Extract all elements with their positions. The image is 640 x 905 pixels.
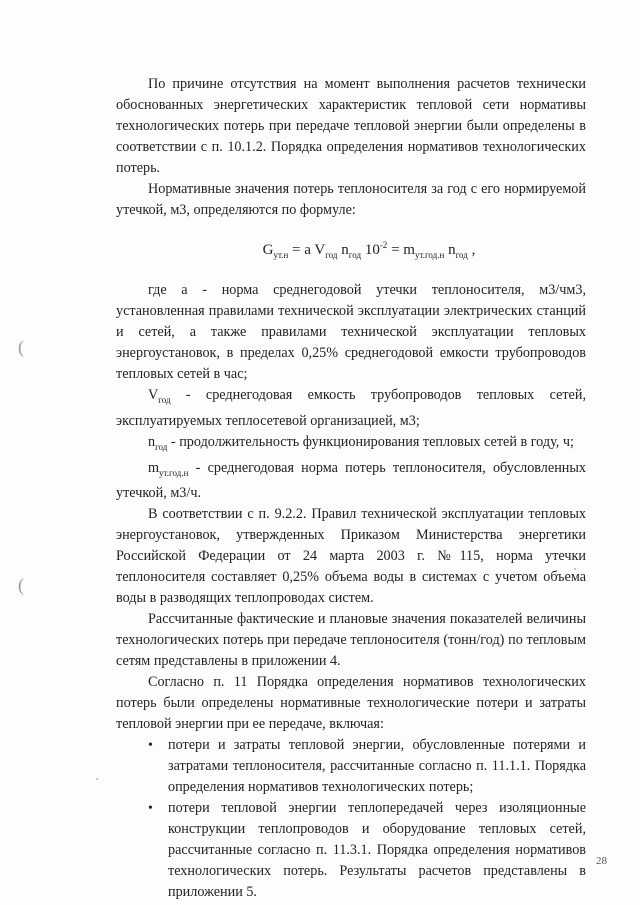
paragraph-norms: Согласно п. 11 Порядка определения нормативов технологических потерь были определены нормативные технологические потери и затраты тепловой энергии при ее передаче, включая:	[116, 674, 586, 733]
losses-list	[116, 735, 586, 903]
scan-speck	[96, 778, 98, 780]
paragraph-formula-intro: Нормативные значения потерь теплоносителя за год с его нормируемой утечкой, м3, определяются по формуле:	[116, 181, 586, 218]
definition-v: $V_{год}$ - среднегодовая емкость трубопроводов тепловых сетей, эксплуатируемых теплосетевой организацией, м3;	[116, 387, 586, 429]
binding-hole-mark: (	[18, 575, 24, 595]
body-text-block	[116, 74, 586, 903]
page-number: 28	[596, 855, 607, 867]
list-item: • потери и затраты тепловой энергии, обусловленные потерями и затратами теплоносителя, рассчитанные согласно п. 11.1.1. Порядка определения нормативов технологических потерь;	[148, 735, 586, 798]
definition-a: где а - норма среднегодовой утечки теплоносителя, м3/чм3, установленная правилами технической эксплуатации электрических станций и сетей, а также правилами технической эксплуатации тепловых энергоустановок, в пределах 0,25% среднегодовой емкости трубопроводов тепловых сетей в час;	[116, 282, 586, 382]
list-item: • потери тепловой энергии теплопередачей через изоляционные конструкции теплопроводов и оборудование тепловых сетей, рассчитанные согласно п. 11.3.1. Порядка определения нормативов технологических потерь. Результаты расчетов представлены в приложении 5.	[148, 798, 586, 903]
definition-m: $m_{ут.год.н}$ - среднегодовая норма потерь теплоносителя, обусловленных утечкой, м3/ч.	[116, 459, 586, 502]
paragraph-rules: В соответствии с п. 9.2.2. Правил технической эксплуатации тепловых энергоустановок, утвержденных Приказом Министерства энергетики Российской Федерации от 24 марта 2003 г. №115, норма утечки теплоносителя составляет 0,25% объема воды в системах с учетом объема воды в разводящих теплопроводах систем.	[116, 506, 586, 607]
leakage-formula: $G_{ут.н} = a$ $V_{год}$ $n_{год}$ $10^{-2} = m_{ут.год.н}$ $n_{год}$ ,	[262, 240, 476, 260]
binding-hole-mark: (	[18, 337, 24, 357]
paragraph-appendix-4: Рассчитанные фактические и плановые значения показателей величины технологических потерь при передаче теплоносителя (тонн/год) по тепловым сетям представлены в приложении 4.	[116, 611, 586, 670]
paragraph-intro: По причине отсутствия на момент выполнения расчетов технически обоснованных энергетических характеристик тепловой сети нормативы технологических потерь при передаче тепловой энергии были определены в соответствии с п. 10.1.2. Порядка определения нормативов технологических потерь.	[116, 76, 586, 176]
definition-n: $n_{год}$ - продолжительность функционирования тепловых сетей в году, ч;	[148, 433, 574, 452]
